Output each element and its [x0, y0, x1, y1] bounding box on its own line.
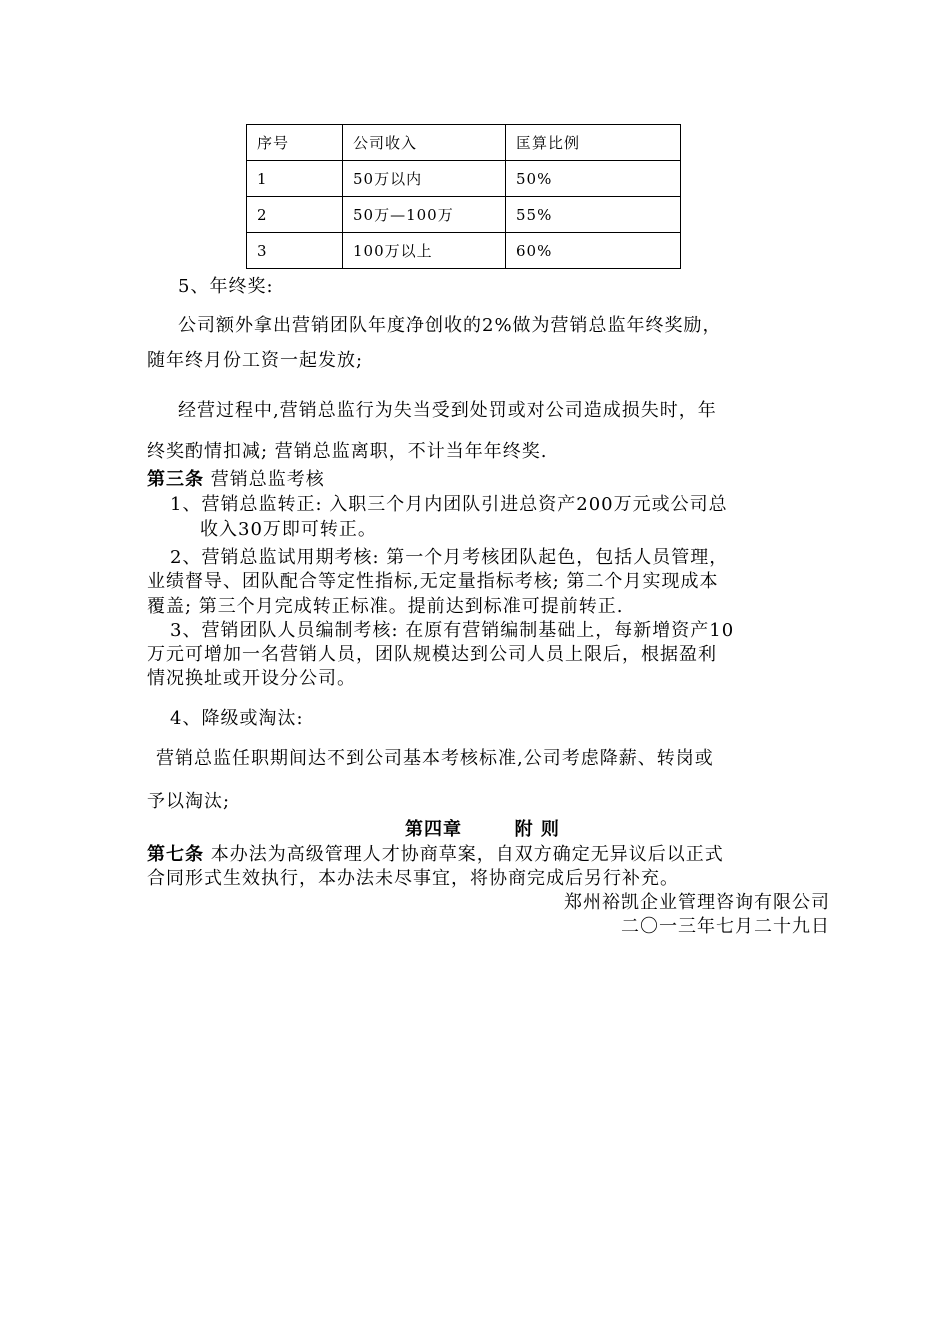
- table-cell: 100万以上: [343, 233, 506, 269]
- paragraph-line: 公司额外拿出营销团队年度净创收的2%做为营销总监年终奖励，: [178, 315, 722, 336]
- table-cell: 2: [247, 197, 343, 233]
- paragraph-line: 业绩督导、团队配合等定性指标,无定量指标考核; 第二个月实现成本: [147, 571, 719, 592]
- table-header-cell: 序号: [247, 125, 343, 161]
- table-row: [247, 233, 681, 269]
- paragraph-line: 覆盖; 第三个月完成转正标准。提前达到标准可提前转正.: [147, 596, 624, 617]
- article-label: 第三条: [147, 469, 204, 490]
- table-cell: 55%: [506, 197, 681, 233]
- chapter-heading: [405, 815, 560, 841]
- paragraph-line: 予以淘汰;: [147, 791, 231, 812]
- table-header-cell: 匡算比例: [506, 125, 681, 161]
- paragraph-line: 营销总监任职期间达不到公司基本考核标准,公司考虑降薪、转岗或: [156, 748, 714, 769]
- table-header-row: [247, 125, 681, 161]
- table-cell: 50%: [506, 161, 681, 197]
- article-text: 本办法为高级管理人才协商草案，自双方确定无异议后以正式: [210, 844, 724, 865]
- paragraph-line: 2、营销总监试用期考核: 第一个月考核团队起色，包括人员管理，: [170, 547, 729, 568]
- article-3-heading: [147, 465, 325, 491]
- table-row: [247, 197, 681, 233]
- rate-table: [246, 124, 681, 269]
- paragraph-line: 合同形式生效执行，本办法未尽事宜，将协商完成后另行补充。: [147, 868, 679, 889]
- signature-company: 郑州裕凯企业管理咨询有限公司: [564, 892, 830, 913]
- table-cell: 50万—100万: [343, 197, 506, 233]
- table-cell: 3: [247, 233, 343, 269]
- article-7-line: [147, 840, 724, 866]
- chapter-title: 第四章: [405, 819, 462, 840]
- paragraph-line: 万元可增加一名营销人员，团队规模达到公司人员上限后，根据盈利: [147, 644, 717, 665]
- article-title: 营销总监考核: [210, 469, 325, 490]
- paragraph-line: 1、营销总监转正: 入职三个月内团队引进总资产200万元或公司总: [170, 494, 728, 515]
- table-cell: 60%: [506, 233, 681, 269]
- paragraph-line: 终奖酌情扣减; 营销总监离职，不计当年年终奖.: [147, 441, 548, 462]
- table-cell: 50万以内: [343, 161, 506, 197]
- paragraph-line: 情况换址或开设分公司。: [147, 668, 356, 689]
- table-row: [247, 161, 681, 197]
- paragraph-line: 3、营销团队人员编制考核: 在原有营销编制基础上，每新增资产10: [170, 620, 735, 641]
- table-cell: 1: [247, 161, 343, 197]
- paragraph-heading: 4、降级或淘汰:: [170, 708, 304, 729]
- year-end-bonus-heading: 5、年终奖:: [178, 276, 274, 297]
- chapter-subtitle: 附 则: [514, 819, 560, 840]
- table-header-cell: 公司收入: [343, 125, 506, 161]
- paragraph-line: 随年终月份工资一起发放;: [147, 350, 364, 371]
- paragraph-line: 收入30万即可转正。: [200, 519, 377, 540]
- signature-date: 二〇一三年七月二十九日: [621, 916, 830, 937]
- article-label: 第七条: [147, 844, 204, 865]
- paragraph-line: 经营过程中,营销总监行为失当受到处罚或对公司造成损失时，年: [178, 400, 717, 421]
